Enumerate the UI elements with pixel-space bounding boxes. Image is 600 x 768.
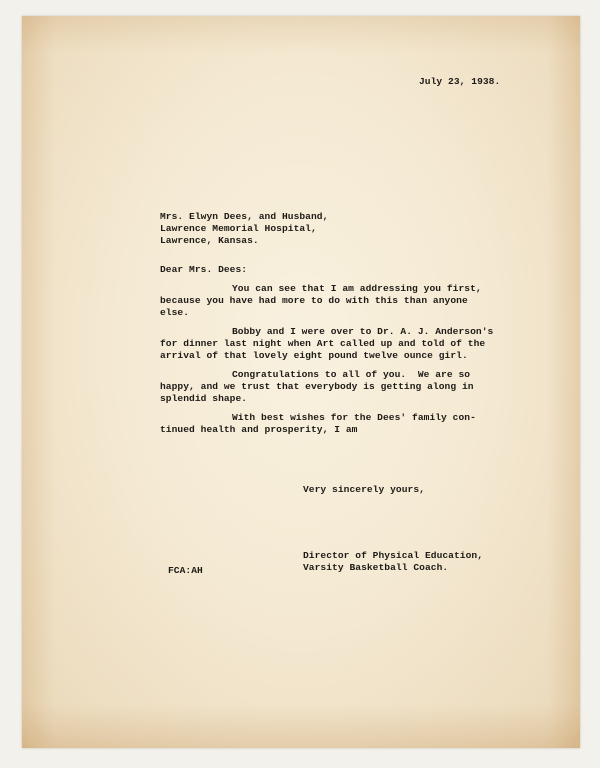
letter-page	[22, 16, 580, 748]
paragraph-3-line-2: happy, and we trust that everybody is getting along in	[160, 381, 474, 392]
typist-initials: FCA:AH	[168, 565, 203, 576]
paragraph-4-line-1: With best wishes for the Dees' family con-	[232, 412, 476, 423]
paragraph-2-line-1: Bobby and I were over to Dr. A. J. Anderson's	[232, 326, 494, 337]
paragraph-2-line-3: arrival of that lovely eight pound twelve ounce girl.	[160, 350, 468, 361]
paragraph-1-line-3: else.	[160, 307, 190, 318]
recipient-city: Lawrence, Kansas.	[160, 235, 259, 246]
paragraph-1-line-1: You can see that I am addressing you first,	[232, 283, 482, 294]
paragraph-3-line-1: Congratulations to all of you. We are so	[232, 369, 471, 380]
signature-title-line-2: Varsity Basketball Coach.	[303, 562, 449, 573]
letter-date: July 23, 1938.	[419, 76, 501, 87]
recipient-name: Mrs. Elwyn Dees, and Husband,	[160, 211, 329, 222]
salutation: Dear Mrs. Dees:	[160, 264, 248, 275]
paragraph-4-line-2: tinued health and prosperity, I am	[160, 424, 358, 435]
paragraph-2-line-2: for dinner last night when Art called up and told of the	[160, 338, 486, 349]
signature-title-line-1: Director of Physical Education,	[303, 550, 484, 561]
closing: Very sincerely yours,	[303, 484, 425, 495]
paragraph-3-line-3: splendid shape.	[160, 393, 248, 404]
recipient-hospital: Lawrence Memorial Hospital,	[160, 223, 317, 234]
paragraph-1-line-2: because you have had more to do with this than anyone	[160, 295, 468, 306]
